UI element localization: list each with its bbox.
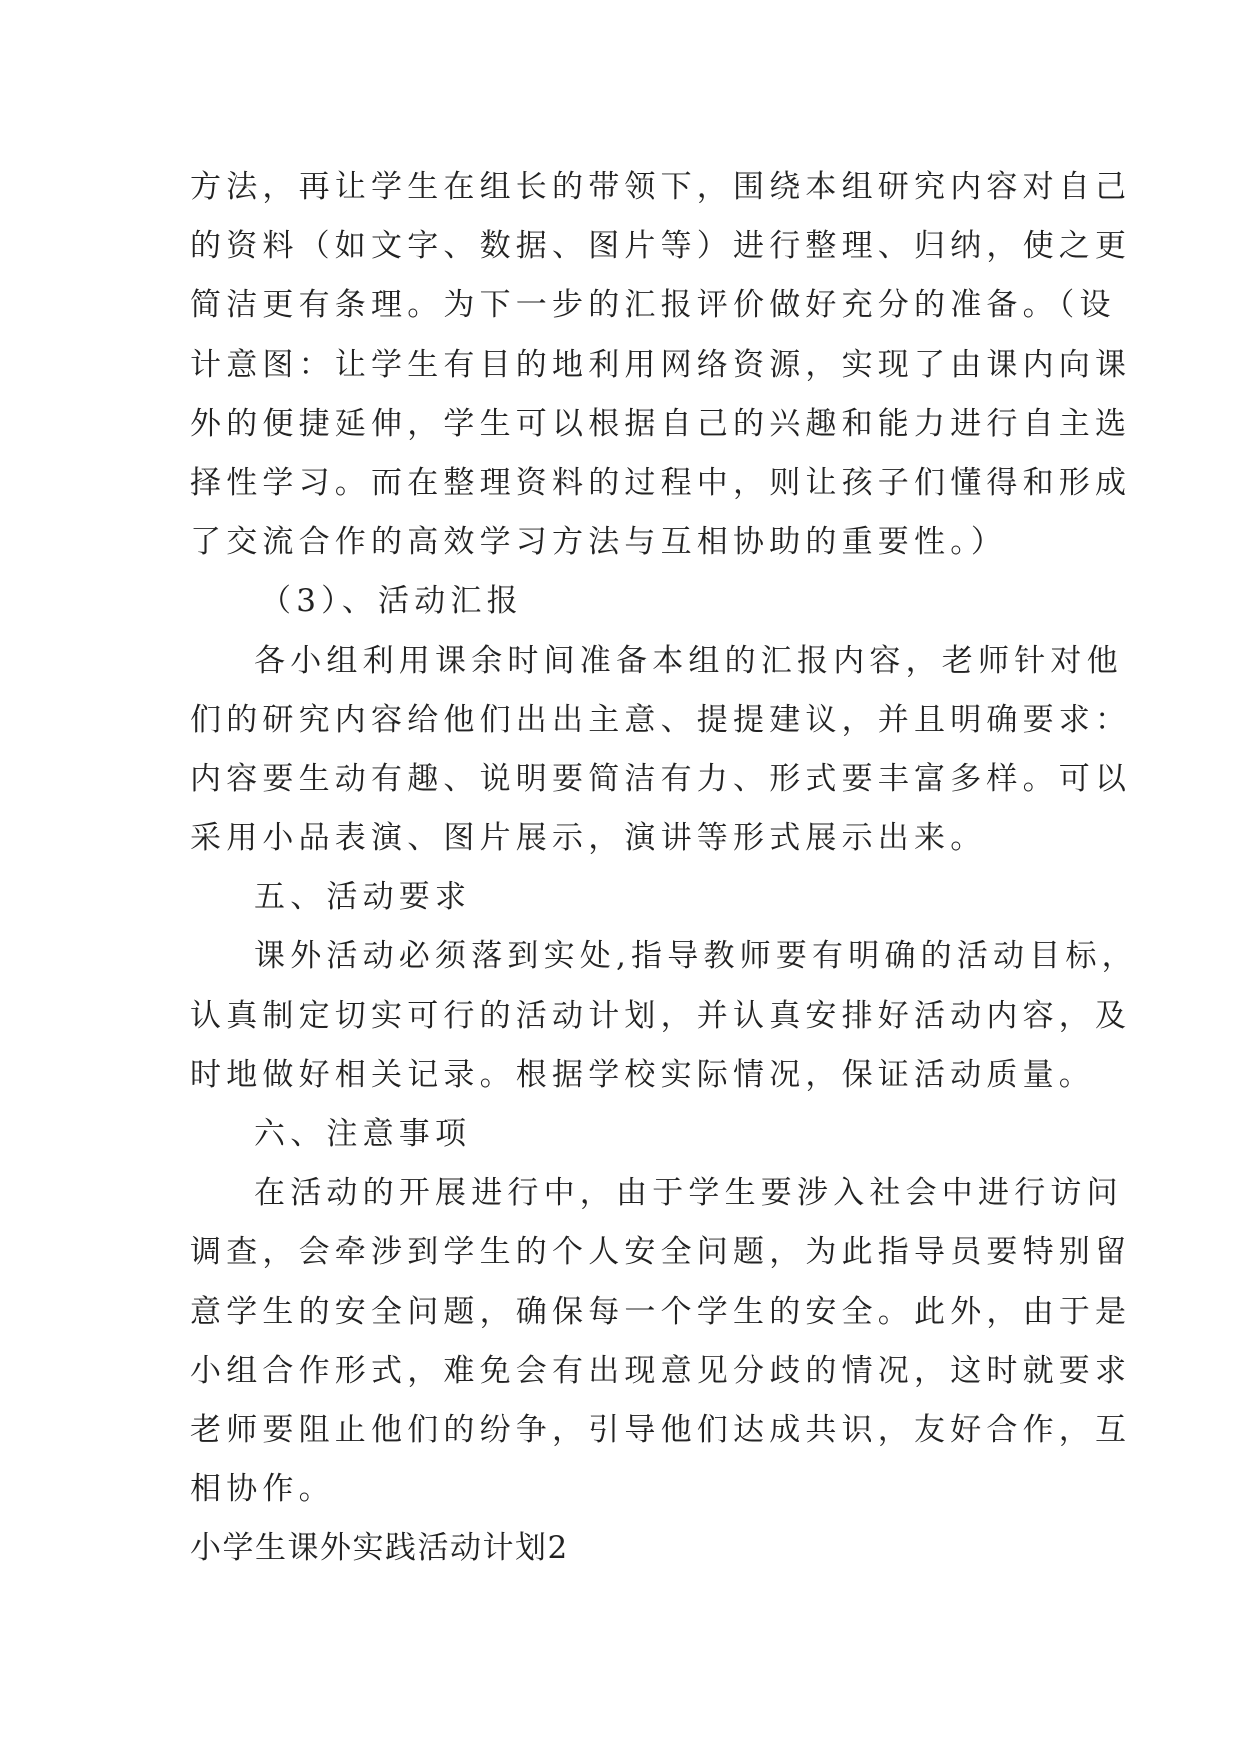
paragraph-line: 相协作。 <box>190 1471 335 1508</box>
document-title: 小学生课外实践活动计划2 <box>190 1530 569 1567</box>
paragraph-line: 的资料（如文字、数据、图片等）进行整理、归纳，使之更 <box>190 228 1132 265</box>
paragraph-line: 认真制定切实可行的活动计划，并认真安排好活动内容，及 <box>190 997 1132 1034</box>
paragraph-line: 方法，再让学生在组长的带领下，围绕本组研究内容对自己 <box>190 169 1132 205</box>
paragraph-line: 们的研究内容给他们出出主意、提提建议，并且明确要求： <box>190 701 1132 738</box>
paragraph-line: 时地做好相关记录。根据学校实际情况，保证活动质量。 <box>190 1056 1095 1093</box>
paragraph-line: 小组合作形式，难免会有出现意见分歧的情况，这时就要求 <box>190 1352 1132 1389</box>
paragraph-line: 课外活动必须落到实处,指导教师要有明确的活动目标， <box>254 938 1138 975</box>
paragraph-line: 老师要阻止他们的纷争，引导他们达成共识，友好合作，互 <box>190 1411 1132 1448</box>
paragraph-line: 内容要生动有趣、说明要简洁有力、形式要丰富多样。可以 <box>190 760 1132 797</box>
paragraph-line: 择性学习。而在整理资料的过程中，则让孩子们懂得和形成 <box>190 464 1132 501</box>
paragraph-line: 意学生的安全问题，确保每一个学生的安全。此外，由于是 <box>190 1293 1132 1330</box>
paragraph-line: 计意图：让学生有目的地利用网络资源，实现了由课内向课 <box>190 346 1132 383</box>
section-heading: （3）、活动汇报 <box>260 583 523 620</box>
section-heading: 五、活动要求 <box>254 879 472 916</box>
paragraph-line: 各小组利用课余时间准备本组的汇报内容，老师针对他 <box>254 642 1123 679</box>
paragraph-line: 外的便捷延伸，学生可以根据自己的兴趣和能力进行自主选 <box>190 405 1132 442</box>
document-body <box>190 158 1138 1579</box>
section-heading: 六、注意事项 <box>254 1116 472 1152</box>
paragraph-line: 简洁更有条理。为下一步的汇报评价做好充分的准备。（设 <box>190 287 1116 324</box>
paragraph-line: 在活动的开展进行中，由于学生要涉入社会中进行访问 <box>254 1175 1123 1212</box>
paragraph-line: 了交流合作的高效学习方法与互相协助的重要性。） <box>190 524 1008 561</box>
paragraph-line: 采用小品表演、图片展示，演讲等形式展示出来。 <box>190 820 987 857</box>
paragraph-line: 调查，会牵涉到学生的个人安全问题，为此指导员要特别留 <box>190 1234 1132 1271</box>
